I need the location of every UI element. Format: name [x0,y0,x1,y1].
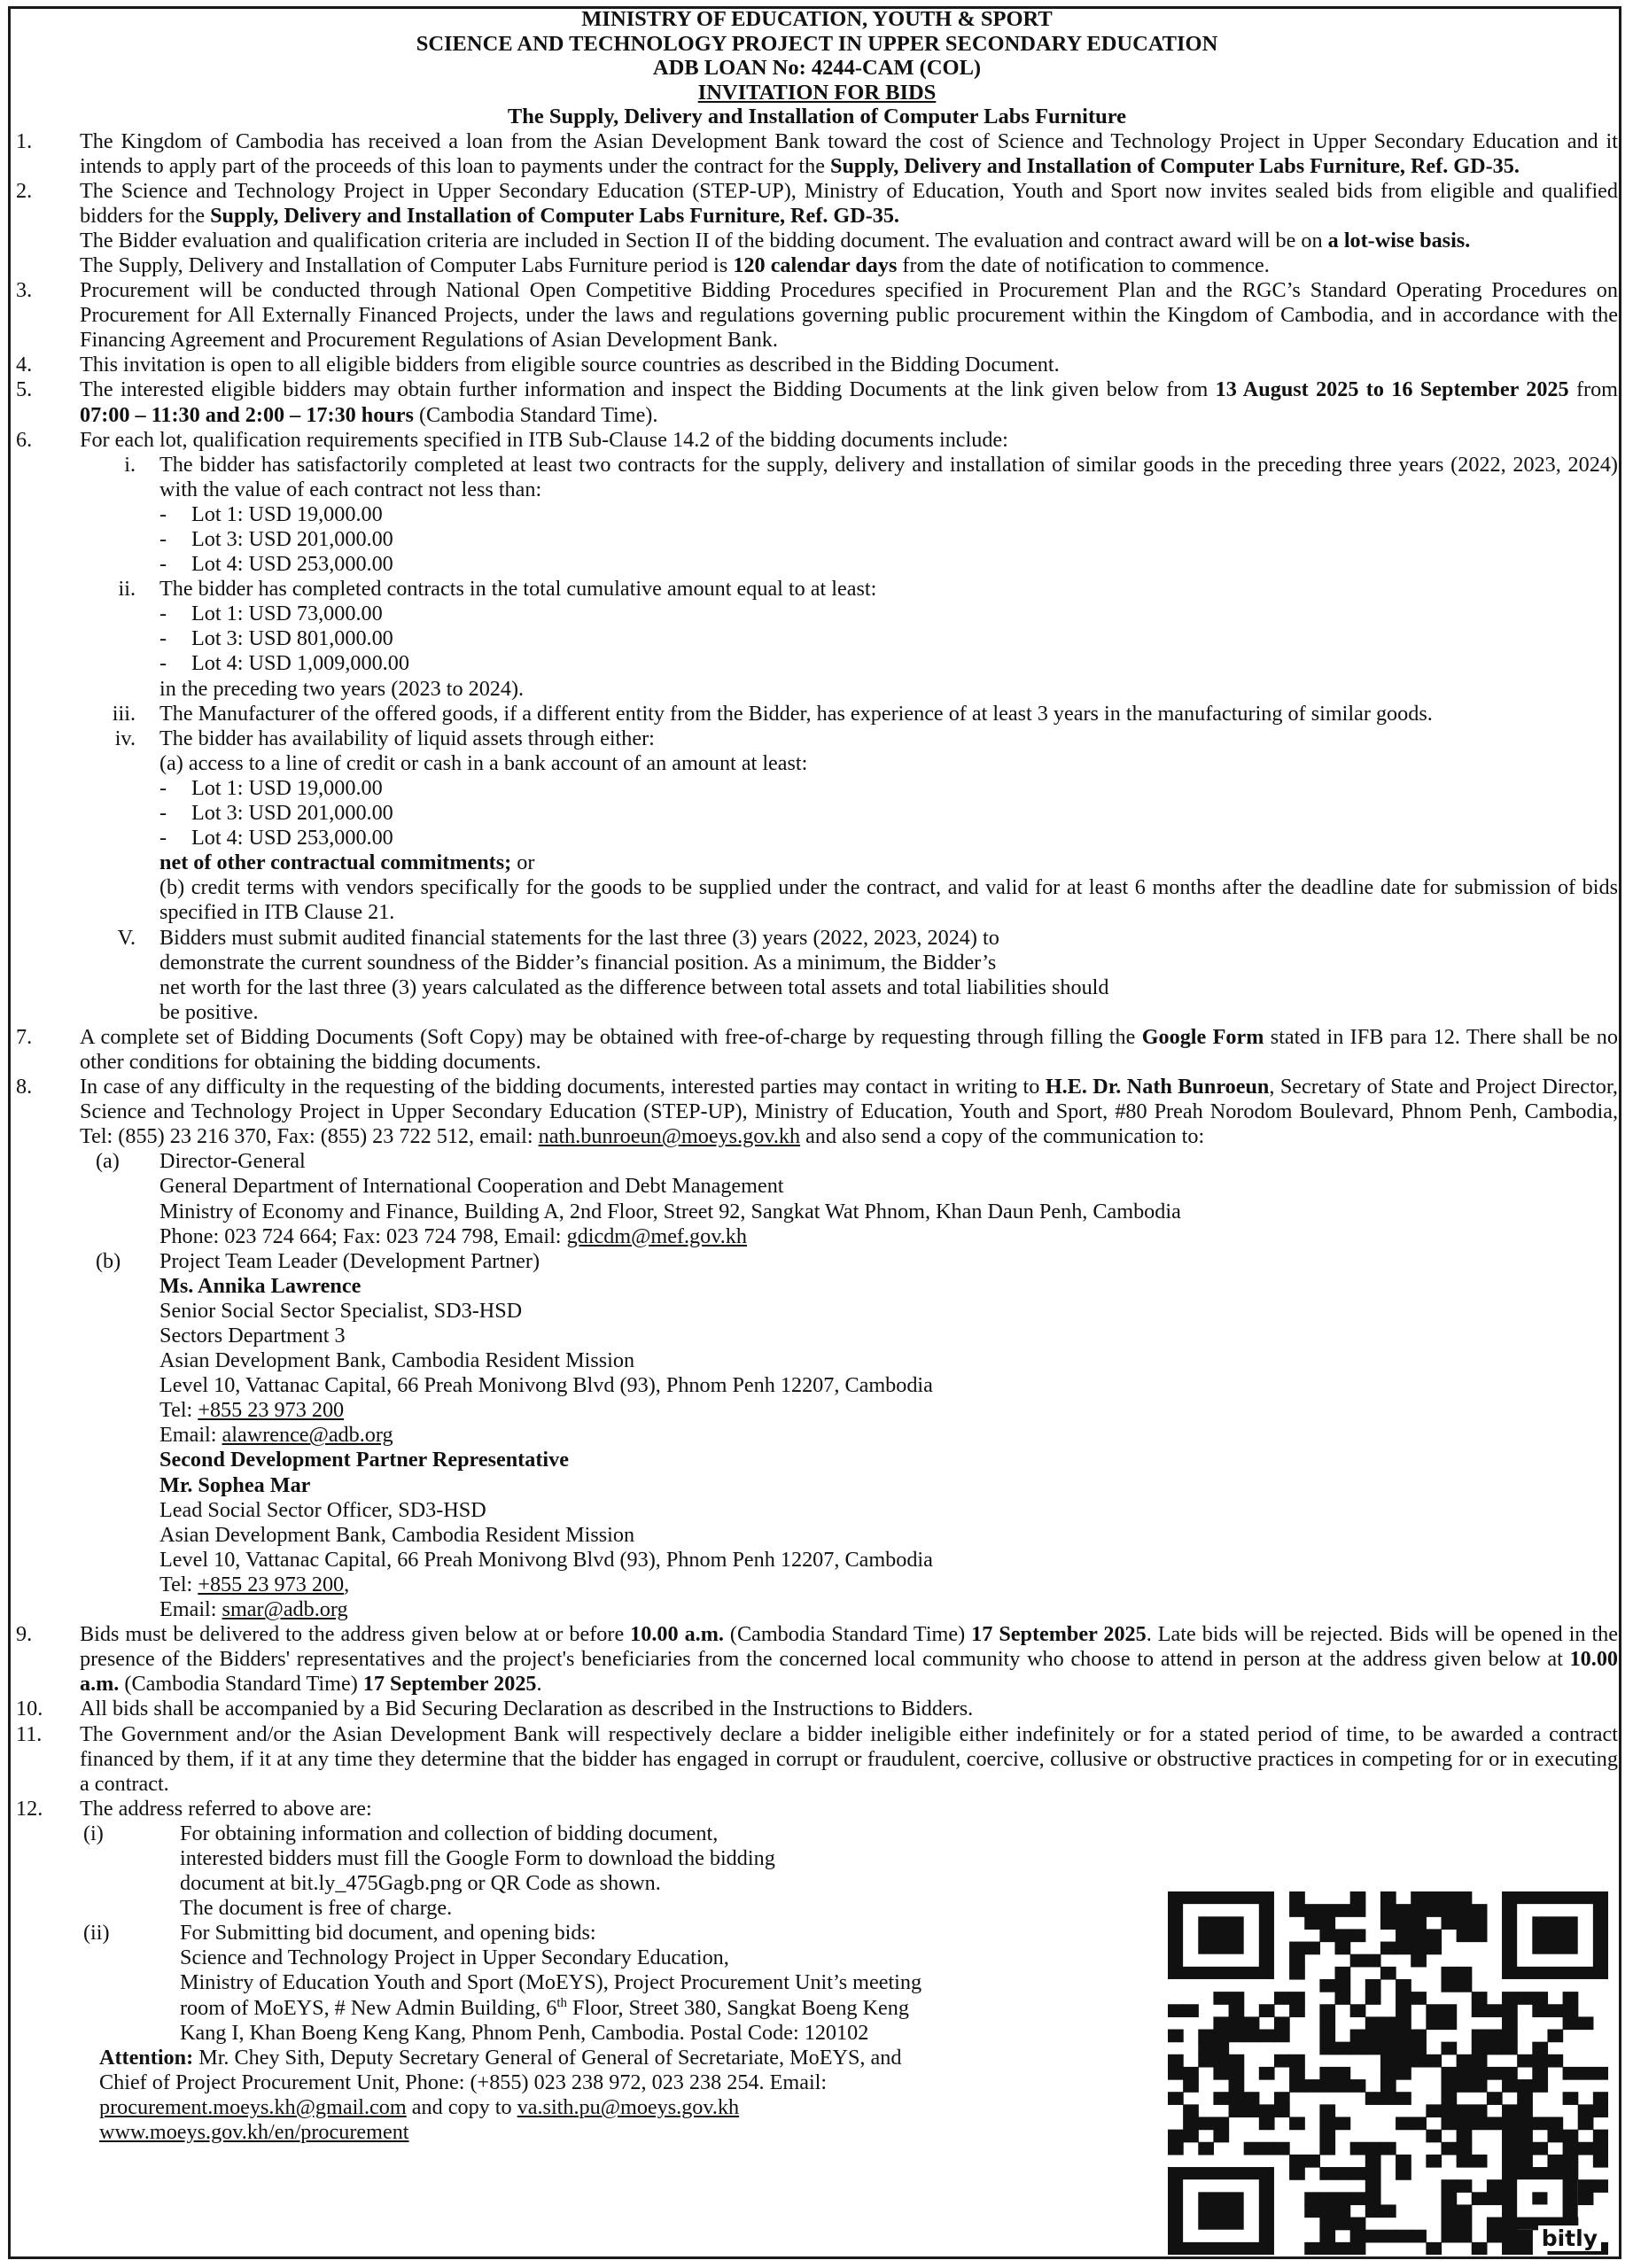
contact-phone: Phone: 023 724 664; Fax: 023 724 798, Email: [159,1223,567,1248]
paragraph-text: In case of any difficulty in the requesting of the bidding documents, interested parties may contact in writing to [80,1075,1046,1099]
address-line: document at bit.ly_475Gagb.png or QR Code as shown. [180,1871,661,1896]
address-text: Floor, Street 380, Sangkat Boeng Keng [566,1995,909,2020]
lot-item: - Lot 1: USD 19,000.00 [159,775,383,800]
requirement-number: ii. [118,577,136,602]
lot-amount: Lot 4: USD 253,000.00 [191,552,393,577]
email-link[interactable]: va.sith.pu@moeys.gov.kh [517,2094,740,2119]
qr-code[interactable] [1168,1891,1608,2255]
qr-code-icon [1168,1891,1608,2255]
requirement-i [16,453,1618,502]
contact-name: Mr. Sophea Mar [159,1472,311,1497]
paragraph-number: 2. [16,178,33,203]
website-link[interactable]: www.moeys.gov.kh/en/procurement [99,2120,409,2144]
contact-name: Ms. Annika Lawrence [159,1273,362,1298]
lot-item: - Lot 1: USD 19,000.00 [159,501,383,526]
contact-line [159,1573,1618,1597]
delivery-period: 120 calendar days [733,252,898,277]
lot-item: - Lot 1: USD 73,000.00 [159,602,383,626]
requirement-text: The bidder has availability of liquid assets through either: [159,726,655,750]
net-commitments: net of other contractual commitments; [159,850,512,875]
contact-name: H.E. Dr. Nath Bunroeun [1045,1075,1270,1099]
lot-amount: Lot 3: USD 201,000.00 [191,527,393,551]
deadline-time: 10.00 a.m. [630,1622,724,1647]
paragraph-number: 7. [16,1024,33,1049]
paragraph-text: and also send a copy of the communication to: [800,1124,1205,1149]
paragraph-text: A complete set of Bidding Documents (Soft Copy) may be obtained with free-of-charge by requesting through filling the [80,1024,1142,1049]
paragraph-text: from the date of notification to commence. [897,252,1270,277]
google-form-label: Google Form [1141,1024,1264,1049]
deadline-date: 17 September 2025 [971,1622,1147,1647]
requirement-iv-b: (b) credit terms with vendors specifically for the goods to be supplied under the contract, and valid for at least 6 months after the deadline date for submission of bids specified in ITB Clause 21. [159,875,1618,925]
header-ministry: MINISTRY OF EDUCATION, YOUTH & SPORT [581,7,1053,31]
requirement-ii [16,577,1618,602]
lot-item: - Lot 3: USD 801,000.00 [159,626,393,651]
contact-line [159,1224,1618,1249]
paragraph-number: 9. [16,1622,33,1647]
paragraph-text: The Bidder evaluation and qualification criteria are included in Section II of the bidding document. The evaluation and contract award will be on [80,228,1328,252]
paragraph-text: The Kingdom of Cambodia has received a loan from the Asian Development Bank toward the cost of Science and Technology Project in Upper Secondary Education and it intends to apply part of the proceeds of this loan to payments under the contract for the [80,128,1618,178]
paragraph-text: The Science and Technology Project in Upper Secondary Education (STEP-UP), Ministry of Education, Youth and Sport now invites sealed bids from eligible and qualified bidders for the [80,178,1618,228]
paragraph-text: (Cambodia Standard Time) [723,1622,972,1647]
paragraph-number: 4. [16,353,33,377]
header-project: SCIENCE AND TECHNOLOGY PROJECT IN UPPER SECONDARY EDUCATION [416,31,1218,56]
email-label: Email: [159,1423,222,1448]
paragraph-text: All bids shall be accompanied by a Bid Securing Declaration as described in the Instructions to Bidders. [80,1697,974,1721]
paragraph-4 [16,353,1618,377]
lot-item: - Lot 4: USD 253,000.00 [159,552,393,577]
lot-amount: Lot 4: USD 1,009,000.00 [191,651,409,676]
paragraph-number: 8. [16,1075,33,1099]
paragraph-text: The address referred to above are: [80,1796,372,1821]
paragraph-text: from [1568,377,1618,402]
paragraph-text: (Cambodia Standard Time) [119,1672,363,1697]
address-line: For obtaining information and collection of bidding document, [180,1821,719,1845]
paragraph-text: For each lot, qualification requirements specified in ITB Sub-Clause 14.2 of the bidding documents include: [80,427,1008,452]
paragraph-text: . [536,1672,542,1697]
paragraph-text: This invitation is open to all eligible bidders from eligible source countries as described in the Bidding Document. [80,353,1060,377]
contact-line: Ministry of Economy and Finance, Building A, 2nd Floor, Street 92, Sangkat Wat Phnom, Khan Daun Penh, Cambodia [159,1199,1181,1223]
contact-label: (a) [96,1149,120,1174]
inspection-dates: 13 August 2025 to 16 September 2025 [1215,377,1569,402]
requirement-period: in the preceding two years (2023 to 2024). [159,676,525,701]
contact-label: (b) [96,1248,121,1273]
email-link[interactable]: smar@adb.org [222,1597,348,1622]
address-line: Kang I, Khan Boeng Keng Kang, Phnom Penh, Cambodia. Postal Code: 120102 [180,2020,869,2045]
address-label: (ii) [83,1921,110,1946]
paragraph-5 [16,377,1618,427]
contact-line [159,1597,1618,1622]
requirement-text: The Manufacturer of the offered goods, if a different entity from the Bidder, has experience of at least 3 years in the manufacturing of similar goods. [159,701,1433,726]
email-link[interactable]: alawrence@adb.org [222,1423,393,1448]
address-line: interested bidders must fill the Google Form to download the bidding [180,1845,775,1870]
paragraph-text: (Cambodia Standard Time). [413,402,658,427]
requirement-text: The bidder has completed contracts in the total cumulative amount equal to at least: [159,577,877,602]
contact-title: Second Development Partner Representative [159,1448,569,1472]
tel-label: Tel: [159,1398,198,1423]
address-line: The document is free of charge. [180,1896,453,1921]
address-ii [16,1921,1101,2045]
opening-time: 10.00 a.m. [80,1647,1618,1697]
paragraph-number: 12. [16,1796,43,1821]
requirement-iv [16,726,1618,751]
lot-item: - Lot 4: USD 1,009,000.00 [159,651,409,676]
requirement-number: iv. [114,726,136,750]
email-link[interactable]: nath.bunroeun@moeys.gov.kh [538,1124,801,1149]
paragraph-text: The interested eligible bidders may obtain further information and inspect the Bidding Documents at the link given below from [80,377,1216,402]
requirement-line: demonstrate the current soundness of the Bidder’s financial position. As a minimum, the Bidder’s [159,950,997,975]
requirement-iii [16,702,1618,726]
phone-link[interactable]: +855 23 973 200 [198,1572,345,1596]
paragraph-number: 6. [16,427,33,452]
requirement-line: be positive. [159,999,259,1024]
attention-text: and copy to [406,2094,517,2119]
tel-label: Tel: [159,1572,198,1596]
paragraph-text: Procurement will be conducted through National Open Competitive Bidding Procedures specified in Procurement Plan and the RGC’s Standard Operating Procedures on Procurement for All Externally Financed Projects, under the laws and regulations governing public procurement within the Kingdom of Cambodia, and in accordance with the Financing Agreement and Procurement Regulations of Asian Development Bank. [80,278,1618,353]
paragraph-2 [16,179,1618,278]
paragraph-text: Bids must be delivered to the address given below at or before [80,1622,631,1647]
contact-line: Asian Development Bank, Cambodia Resident Mission [159,1348,635,1373]
requirement-number: i. [124,452,136,477]
requirement-line: net worth for the last three (3) years calculated as the difference between total assets and total liabilities should [159,975,1109,999]
contact-line [159,1423,1618,1448]
paragraph-number: 1. [16,128,33,153]
contact-line: Asian Development Bank, Cambodia Resident Mission [159,1522,635,1547]
email-link[interactable]: procurement.moeys.kh@gmail.com [99,2094,407,2119]
contact-b [16,1249,1618,1622]
lot-amount: Lot 1: USD 19,000.00 [191,501,383,526]
contact-line: General Department of International Cooperation and Debt Management [159,1174,784,1199]
attention-block [16,2046,1083,2145]
lot-amount: Lot 4: USD 253,000.00 [191,826,393,850]
lot-item: - Lot 3: USD 201,000.00 [159,801,393,826]
contact-line: Project Team Leader (Development Partner) [159,1248,540,1273]
header-loan: ADB LOAN No: 4244-CAM (COL) [652,56,982,80]
award-basis: a lot-wise basis. [1327,228,1471,252]
opening-date: 17 September 2025 [362,1672,537,1697]
contact-line: Director-General [159,1149,306,1174]
address-line: Science and Technology Project in Upper Secondary Education, [180,1946,729,1970]
paragraph-number: 5. [16,377,33,402]
attention-text: Chief of Project Procurement Unit, Phone: (+855) 023 238 972, 023 238 254. Email: [99,2070,828,2094]
contact-a [16,1149,1618,1248]
contact-line: Senior Social Sector Specialist, SD3-HSD [159,1298,523,1323]
contact-line: Sectors Department 3 [159,1324,346,1348]
attention-text: Mr. Chey Sith, Deputy Secretary General of General of Secretariate, MoEYS, and [193,2045,902,2070]
paragraph-number: 3. [16,278,33,303]
requirement-number: iii. [112,701,136,726]
paragraph-text: . Late bids will be rejected. Bids will be opened in the presence of the Bidders' representatives and the project's beneficiaries from the concerned local community who choose to attend in person at the address given below at [80,1622,1618,1672]
paragraph-11 [16,1722,1618,1797]
lot-item: - Lot 4: USD 253,000.00 [159,826,393,850]
paragraph-7 [16,1025,1618,1075]
paragraph-number: 10. [16,1697,43,1721]
lot-amount: Lot 1: USD 19,000.00 [191,775,383,800]
attention-label: Attention: [99,2045,194,2070]
paragraph-text: , Secretary of State and Project Director, Science and Technology Project in Upper Secondary Education (STEP-UP), Ministry of Education, Youth and Sport, #80 Preah Norodom Boulevard, Phnom Penh, Cambodia, Tel: (855) 23 216 370, Fax: (855) 23 722 512, email: [80,1075,1618,1149]
requirement-text: The bidder has satisfactorily completed at least two contracts for the supply, delivery and installation of similar goods in the preceding three years (2022, 2023, 2024) with the value of each contract not less than: [159,452,1618,501]
bitly-logo: bitly [1538,2225,1601,2251]
paragraph-10 [16,1697,1618,1721]
address-line: Ministry of Education Youth and Sport (MoEYS), Project Procurement Unit’s meeting [180,1970,922,1995]
phone-link[interactable]: +855 23 973 200 [198,1398,345,1423]
paragraph-8 [16,1075,1618,1149]
office-hours: 07:00 – 11:30 and 2:00 – 17:30 hours [80,402,414,427]
header-subject: The Supply, Delivery and Installation of Computer Labs Furniture [507,105,1127,128]
requirement-number: V. [117,925,136,950]
address-line [180,1996,1101,2021]
paragraph-number: 11. [16,1721,43,1746]
ordinal-suffix: th [556,1995,567,2010]
paragraph-1 [16,129,1618,179]
paragraph-9 [16,1622,1618,1697]
contact-line: Lead Social Sector Officer, SD3-HSD [159,1497,486,1522]
email-label: Email: [159,1597,222,1622]
invitation-for-bids-document [16,7,1618,2145]
paragraph-3 [16,278,1618,353]
paragraph-12 [16,1797,1618,1821]
lot-amount: Lot 3: USD 801,000.00 [191,626,393,651]
address-label: (i) [83,1821,104,1845]
header-invitation: INVITATION FOR BIDS [697,80,937,105]
requirement-iv-net [16,850,1618,875]
address-line: For Submitting bid document, and opening bids: [180,1921,596,1946]
address-text: room of MoEYS, # New Admin Building, 6 [180,1995,557,2020]
contact-line: Level 10, Vattanac Capital, 66 Preah Monivong Blvd (93), Phnom Penh 12207, Cambodia [159,1547,933,1572]
contract-name: Supply, Delivery and Installation of Computer Labs Furniture, Ref. GD-35. [830,153,1520,178]
paragraph-6 [16,428,1618,453]
address-i [16,1821,1101,1921]
contact-line: Level 10, Vattanac Capital, 66 Preah Monivong Blvd (93), Phnom Penh 12207, Cambodia [159,1373,933,1398]
email-link[interactable]: gdicdm@mef.gov.kh [566,1223,747,1248]
lot-item: - Lot 3: USD 201,000.00 [159,527,393,551]
requirement-v [16,926,1618,1025]
or-text: or [511,850,535,875]
requirement-iv-a: (a) access to a line of credit or cash in a bank account of an amount at least: [159,750,808,775]
requirement-line: Bidders must submit audited financial statements for the last three (3) years (2022, 2023, 2024) to [159,925,999,950]
paragraph-text: The Government and/or the Asian Development Bank will respectively declare a bidder ineligible either indefinitely or for a stated period of time, to be awarded a contract financed by them, if it at any time they determine that the bidder has engaged in corrupt or fraudulent, coercive, collusive or obstructive practices in competing for or in executing a contract. [80,1721,1618,1796]
contact-line [159,1398,1618,1423]
contract-name: Supply, Delivery and Installation of Computer Labs Furniture, Ref. GD-35. [210,203,899,228]
paragraph-text: The Supply, Delivery and Installation of Computer Labs Furniture period is [80,252,734,277]
lot-amount: Lot 3: USD 201,000.00 [191,801,393,826]
punctuation: , [344,1572,350,1596]
lot-amount: Lot 1: USD 73,000.00 [191,602,383,626]
paragraph-text: stated in IFB para 12. There shall be no other conditions for obtaining the bidding documents. [80,1024,1618,1074]
